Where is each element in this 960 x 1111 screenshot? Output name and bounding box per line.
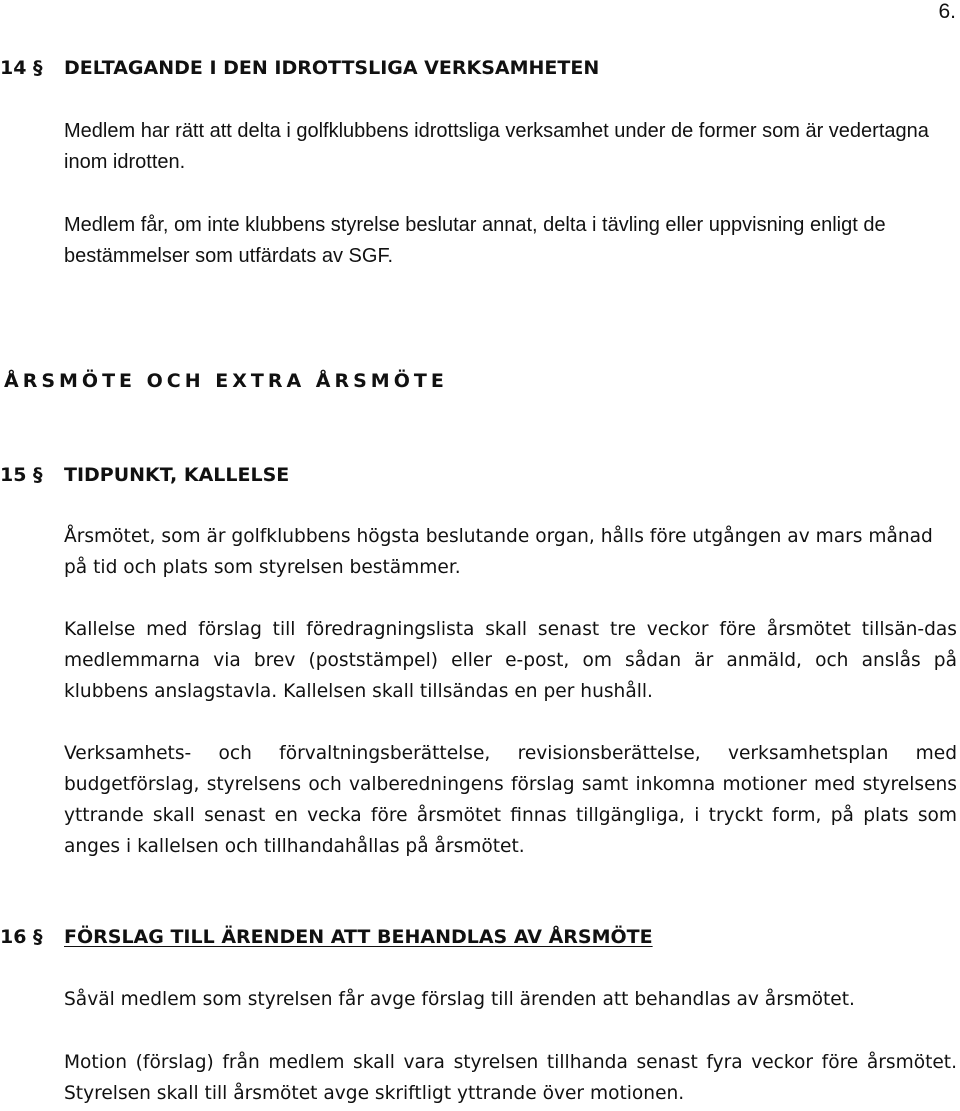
paragraph-symbol: § [33, 57, 43, 79]
section-15-paragraph-2: Kallelse med förslag till föredragningslista skall senast tre veckor före årsmötet tillsän-das medlemmarna via brev (poststämpel) eller e-post, om sådan är anmäld, och anslås på klubbens anslagstavla. Kallelsen skall tillsändas en per hushåll. [64, 619, 957, 702]
section-title: TIDPUNKT, KALLELSE [64, 464, 290, 486]
section-16-paragraph-2: Motion (förslag) från medlem skall vara styrelsen tillhanda senast fyra veckor före årsmötet. Styrelsen skall till årsmötet avge skriftligt yttrande över motionen. [64, 1052, 957, 1104]
section-14-paragraph-1: Medlem har rätt att delta i golfklubbens idrottsliga verksamhet under de former som är vedertagna inom idrotten. [64, 120, 929, 173]
page-number: 6. [938, 0, 956, 23]
section-16-heading [0, 926, 960, 956]
section-title: DELTAGANDE I DEN IDROTTSLIGA VERKSAMHETEN [64, 57, 600, 79]
section-15-heading [0, 464, 960, 494]
paragraph-symbol: § [33, 464, 43, 486]
section-14-paragraph-2: Medlem får, om inte klubbens styrelse beslutar annat, delta i tävling eller uppvisning enligt de bestämmelser som utfärdats av SGF. [64, 214, 886, 267]
section-15-paragraph-1: Årsmötet, som är golfklubbens högsta beslutande organ, hålls före utgången av mars månad på tid och plats som styrelsen bestämmer. [64, 526, 933, 578]
section-title: FÖRSLAG TILL ÄRENDEN ATT BEHANDLAS AV ÅRSMÖTE [64, 926, 653, 948]
chapter-heading: ÅRSMÖTE OCH EXTRA ÅRSMÖTE [4, 370, 448, 392]
section-number: 16 [0, 926, 27, 948]
paragraph-symbol: § [33, 926, 43, 948]
section-number: 14 [0, 57, 27, 79]
section-16-paragraph-1: Såväl medlem som styrelsen får avge förslag till ärenden att behandlas av årsmötet. [64, 989, 855, 1010]
section-14-heading [0, 57, 960, 87]
section-number: 15 [0, 464, 27, 486]
section-15-paragraph-3: Verksamhets- och förvaltningsberättelse, revisionsberättelse, verksamhetsplan med budgetförslag, styrelsens och valberedningens förslag samt inkomna motioner med styrelsens yttrande skall senast en vecka före årsmötet finnas tillgängliga, i tryckt form, på plats som anges i kallelsen och tillhandahållas på årsmötet. [64, 743, 957, 857]
